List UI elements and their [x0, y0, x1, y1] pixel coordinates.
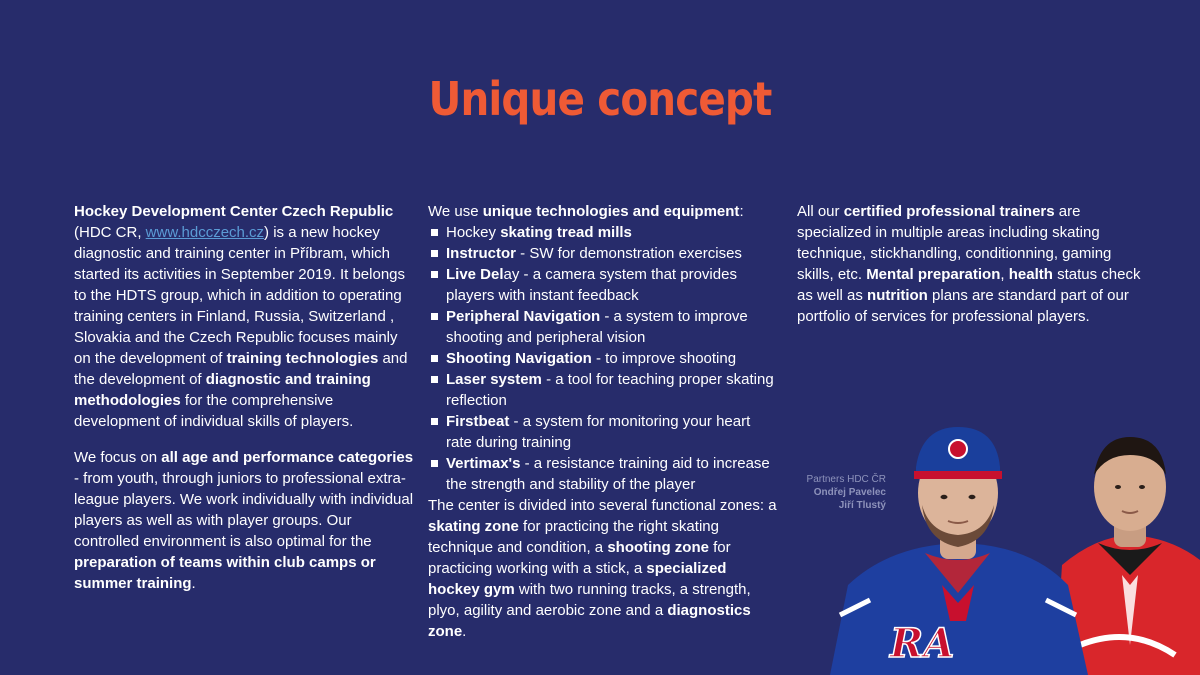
bold-span: Ondřej Pavelec — [813, 487, 886, 498]
center-name: Hockey Development Center Czech Republic — [74, 203, 394, 220]
bold-span: skating zone — [428, 518, 519, 535]
bold-span: Jiří Tlustý — [838, 500, 886, 511]
text-span: status check as well as — [797, 266, 1141, 304]
text-span: . — [462, 623, 467, 640]
text-span: Hockey — [446, 224, 501, 241]
bold-span: diagnostics zone — [428, 602, 751, 640]
text-span: We use — [428, 203, 483, 220]
page-title: Unique concept — [428, 72, 772, 126]
bold-span: certified professional trainers — [843, 203, 1055, 220]
partner-players-photo — [830, 425, 1200, 675]
text-span: - SW for demonstration exercises — [516, 245, 742, 262]
list-item — [428, 264, 778, 306]
bold-span: skating tread mills — [500, 224, 632, 241]
bold-span: unique technologies and equipment — [482, 203, 740, 220]
list-item — [428, 411, 778, 453]
text-span: - a resistance training aid to increase the strength and stability of the player — [446, 455, 770, 493]
bold-span: Instructor — [446, 245, 517, 262]
list-item — [428, 369, 778, 411]
focus-paragraph — [74, 447, 414, 594]
bold-span: preparation of teams within club camps or summer training — [74, 554, 376, 592]
text-span: - a tool for teaching proper skating reflection — [446, 371, 774, 409]
text-span: All our — [797, 203, 844, 220]
column-technologies — [428, 201, 778, 642]
text-span: for the comprehensive development of individual skills of players. — [74, 392, 354, 430]
svg-text:RA: RA — [890, 620, 955, 667]
technologies-list — [428, 222, 778, 495]
list-item — [428, 306, 778, 348]
list-item — [428, 222, 778, 243]
zones-paragraph — [428, 495, 778, 642]
player-blue-jersey — [830, 427, 1088, 675]
bold-span: shooting zone — [607, 539, 709, 556]
text-span: - a system to improve shooting and peripheral vision — [446, 308, 748, 346]
text-span: (HDC CR, — [74, 224, 146, 241]
text-span: We focus on — [74, 449, 162, 466]
bold-span: specialized hockey gym — [428, 560, 727, 598]
column-about — [74, 201, 414, 594]
text-span: . — [191, 575, 196, 592]
about-paragraph — [74, 201, 414, 432]
bold-span: health — [1008, 266, 1053, 283]
bold-span: Mental preparation — [866, 266, 1001, 283]
text-span: The center is divided into several functional zones: a — [428, 497, 777, 514]
bold-span: all age and performance categories — [161, 449, 414, 466]
text-span: - from youth, through juniors to professional extra-league players. We work individually with individual players as well as with player groups. Our controlled environment is also optimal for the — [74, 470, 414, 550]
bold-span: training technologies — [226, 350, 379, 367]
text-span: ay - a camera system that provides players with instant feedback — [446, 266, 737, 304]
text-span: ) is a new hockey diagnostic and training center in Příbram, which started its activities in September 2019. It belongs to the HDTS group, which in addition to operating training centers in Finland, Russia, Switzerland , Slovakia and the Czech Republic focuses mainly on the development of — [74, 224, 406, 367]
bold-span: nutrition — [867, 287, 928, 304]
bold-span: diagnostic and training methodologies — [74, 371, 371, 409]
list-item — [428, 243, 778, 264]
bold-span: Live Del — [446, 266, 504, 283]
bold-span: Shooting Navigation — [446, 350, 592, 367]
text-span: for practicing the right skating technique and condition, a — [428, 518, 719, 556]
bold-span: Vertimax's — [446, 455, 521, 472]
technologies-intro — [428, 201, 778, 222]
column-trainers — [797, 201, 1147, 327]
text-span: and the development of — [74, 350, 408, 388]
bold-span: Laser system — [446, 371, 542, 388]
trainers-paragraph — [797, 201, 1147, 327]
bold-span: Peripheral Navigation — [446, 308, 601, 325]
text-span: with two running tracks, a strength, plyo, agility and aerobic zone and a — [428, 581, 751, 619]
text-span: - a system for monitoring your heart rate during training — [446, 413, 751, 451]
website-link[interactable]: www.hdcczech.cz — [145, 224, 265, 241]
text-span: plans are standard part of our portfolio of services for professional players. — [797, 287, 1129, 325]
list-item — [428, 453, 778, 495]
text-span: are specialized in multiple areas including skating technique, stickhandling, conditionning, gaming skills, etc. — [797, 203, 1112, 283]
text-span: , — [1000, 266, 1009, 283]
text-span: for practicing working with a stick, a — [428, 539, 731, 577]
text-span: - to improve shooting — [591, 350, 737, 367]
bold-span: Firstbeat — [446, 413, 510, 430]
list-item — [428, 348, 778, 369]
text-span: : — [739, 203, 744, 220]
partners-label: Partners HDC ČR — [806, 474, 886, 485]
